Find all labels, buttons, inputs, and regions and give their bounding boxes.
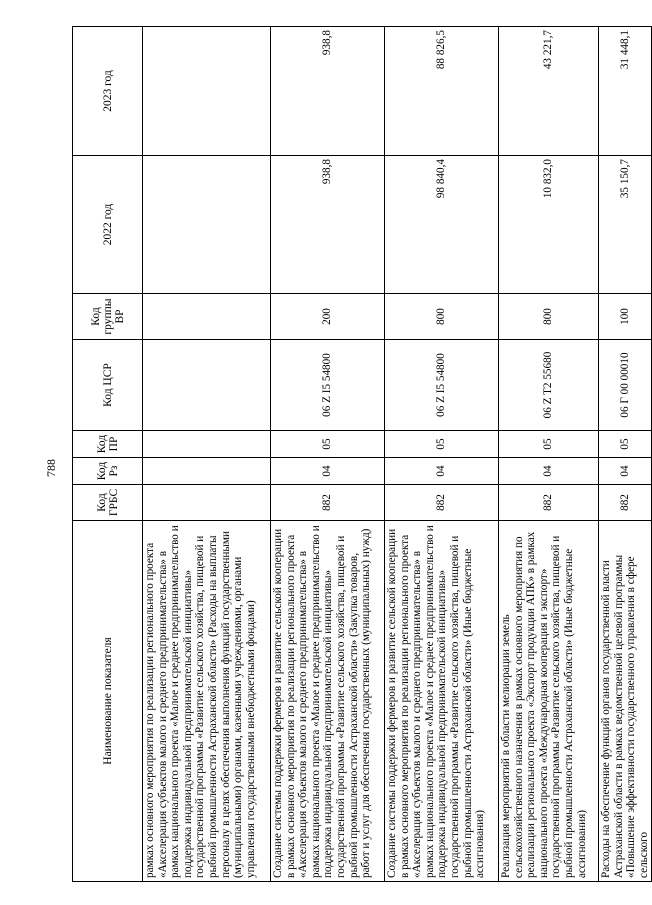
table-row [499,27,599,882]
row-2022: 35 150,7 [599,156,652,294]
row-name: Реализация мероприятий в области мелиорации земель сельскохозяйственного назначения в рамках основного мероприятия по реализации регионального проекта «Экспорт продукции АПК» в рамках национального проекта «Международная кооперация и экспорт» государственной программы «Развитие сельского хозяйства, пищевой и рыбной промышленности Астраханской области» (Иные бюджетные ассигнования) [499,521,599,882]
header-csr: Код ЦСР [73,340,143,431]
row-vr: 800 [499,294,599,340]
table-row [385,27,499,882]
header-2023: 2023 год [73,27,143,156]
row-2022: 98 840,4 [385,156,499,294]
rotated-page [38,27,650,882]
row-rz: 04 [385,458,499,485]
row-rz: 04 [599,458,652,485]
header-grbs: Код ГРБС [73,485,143,521]
page-number: 788 [44,459,58,477]
header-vr: Код группы ВР [73,294,143,340]
row-csr: 06 Г 00 00010 [599,340,652,431]
row-2022: 938,8 [271,156,385,294]
row-pr: 05 [385,431,499,458]
budget-table [72,26,652,882]
header-2022: 2022 год [73,156,143,294]
row-pr: 05 [599,431,652,458]
row-name: Создание системы поддержки фермеров и развитие сельской кооперации в рамках основного мероприятия по реализации регионального проекта «Акселерация субъектов малого и среднего предпринимательства» в рамках национального проекта «Малое и среднее предпринимательство и поддержка индивидуальной предпринимательской инициативы» государственной программы «Развитие сельского хозяйства, пищевой и рыбной промышленности Астраханской области» (Иные бюджетные ассигнования) [385,521,499,882]
row-pr: 05 [271,431,385,458]
row-vr: 800 [385,294,499,340]
row-grbs [143,485,271,521]
header-name: Наименование показателя [73,521,143,882]
row-2023: 938,8 [271,27,385,156]
row-pr [143,431,271,458]
row-pr: 05 [499,431,599,458]
row-grbs: 882 [599,485,652,521]
row-vr [143,294,271,340]
row-rz: 04 [499,458,599,485]
table-header-row [73,27,143,882]
row-csr: 06 Z I5 54800 [271,340,385,431]
table-row [271,27,385,882]
header-rz: Код Рз [73,458,143,485]
table-row [599,27,652,882]
row-grbs: 882 [499,485,599,521]
row-name: Создание системы поддержки фермеров и развитие сельской кооперации в рамках основного мероприятия по реализации регионального проекта «Акселерация субъектов малого и среднего предпринимательства» в рамках национального проекта «Малое и среднее предпринимательство и поддержка индивидуальной предпринимательской инициативы» государственной программы «Развитие сельского хозяйства, пищевой и рыбной промышленности Астраханской области» (Закупка товаров, работ и услуг для обеспечения государственных (муниципальных) нужд) [271,521,385,882]
row-2023: 43 221,7 [499,27,599,156]
header-pr: Код ПР [73,431,143,458]
row-2022: 10 832,0 [499,156,599,294]
row-grbs: 882 [385,485,499,521]
row-2023: 31 448,1 [599,27,652,156]
row-name: рамках основного мероприятия по реализации регионального проекта «Акселерация субъектов малого и среднего предпринимательства» в рамках национального проекта «Малое и среднее предпринимательство и поддержка индивидуальной предпринимательской инициативы» государственной программы «Развитие сельского хозяйства, пищевой и рыбной промышленности Астраханской области» (Расходы на выплаты персоналу в целях обеспечения выполнения функций государственными (муниципальными) органами, казенными учреждениями, органами управления государственными внебюджетными фондами) [143,521,271,882]
row-csr: 06 Z T2 55680 [499,340,599,431]
table-row [143,27,271,882]
row-2022 [143,156,271,294]
row-rz [143,458,271,485]
row-vr: 100 [599,294,652,340]
row-rz: 04 [271,458,385,485]
row-grbs: 882 [271,485,385,521]
row-csr: 06 Z I5 54800 [385,340,499,431]
row-name: Расходы на обеспечение функций органов государственной власти Астраханской области в рамках ведомственной целевой программы «Повышение эффективности государственного управления в сфере сельского [599,521,652,882]
row-vr: 200 [271,294,385,340]
row-2023: 88 826,5 [385,27,499,156]
row-csr [143,340,271,431]
row-2023 [143,27,271,156]
